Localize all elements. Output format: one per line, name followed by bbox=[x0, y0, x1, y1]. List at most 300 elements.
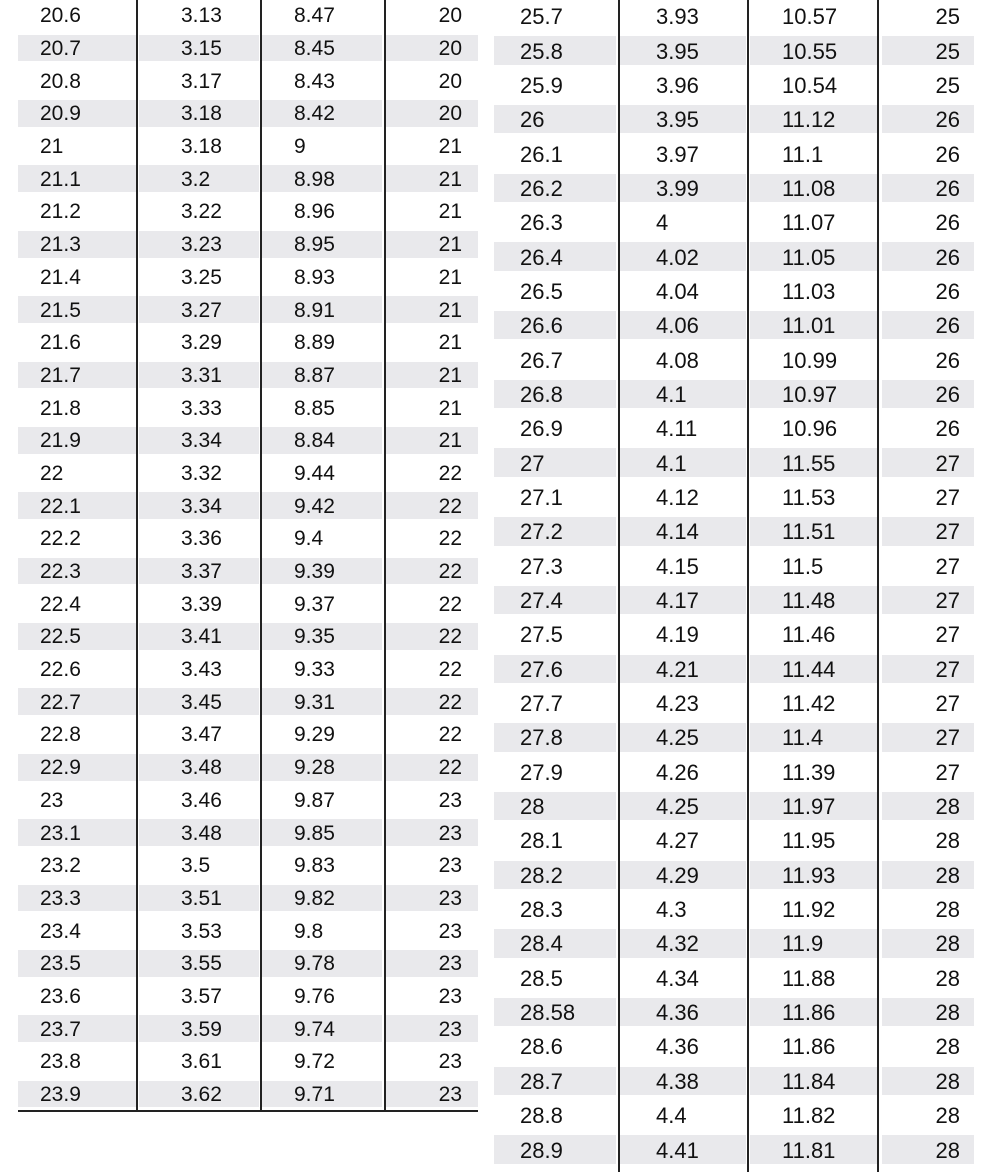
cell-value: 11.46 bbox=[782, 622, 836, 648]
table-cell bbox=[620, 103, 746, 137]
table-cell bbox=[750, 446, 878, 480]
table-cell bbox=[386, 556, 478, 589]
table-cell bbox=[18, 360, 136, 393]
cell-value: 26 bbox=[520, 107, 545, 133]
cell-value: 27 bbox=[935, 691, 960, 717]
cell-value: 3.48 bbox=[181, 821, 222, 845]
cell-value: 27.7 bbox=[520, 691, 563, 717]
cell-value: 9 bbox=[294, 135, 306, 159]
table-cell bbox=[750, 790, 878, 824]
table-cell bbox=[386, 850, 478, 883]
cell-value: 28 bbox=[935, 794, 960, 820]
cell-value: 27.6 bbox=[520, 656, 563, 682]
cell-value: 28.5 bbox=[520, 965, 563, 991]
table-cell bbox=[139, 196, 259, 229]
cell-value: 4.32 bbox=[656, 931, 699, 957]
cell-value: 4.14 bbox=[656, 519, 699, 545]
table-cell bbox=[262, 817, 382, 850]
table-cell bbox=[494, 481, 616, 515]
table-row bbox=[494, 1065, 974, 1099]
cell-value: 3.18 bbox=[181, 135, 222, 159]
left-table bbox=[18, 0, 478, 1111]
cell-value: 3.5 bbox=[181, 854, 211, 878]
table-cell bbox=[139, 654, 259, 687]
table-row bbox=[494, 481, 974, 515]
cell-value: 3.39 bbox=[181, 592, 222, 616]
cell-value: 10.96 bbox=[782, 416, 838, 442]
cell-value: 8.91 bbox=[294, 298, 335, 322]
cell-value: 21.8 bbox=[40, 396, 81, 420]
table-cell bbox=[882, 172, 974, 206]
table-cell bbox=[494, 721, 616, 755]
table-row bbox=[18, 817, 478, 850]
table-cell bbox=[18, 1079, 136, 1112]
table-cell bbox=[18, 817, 136, 850]
table-cell bbox=[882, 584, 974, 618]
table-cell bbox=[494, 687, 616, 721]
cell-value: 25.8 bbox=[520, 38, 563, 64]
cell-value: 26 bbox=[935, 313, 960, 339]
table-cell bbox=[139, 262, 259, 295]
cell-value: 4.27 bbox=[656, 828, 699, 854]
cell-value: 23.2 bbox=[40, 854, 81, 878]
table-cell bbox=[620, 343, 746, 377]
table-cell bbox=[18, 98, 136, 131]
cell-value: 21.4 bbox=[40, 265, 81, 289]
table-cell bbox=[386, 588, 478, 621]
cell-value: 3.46 bbox=[181, 788, 222, 812]
table-cell bbox=[139, 850, 259, 883]
table-cell bbox=[262, 686, 382, 719]
cell-value: 11.93 bbox=[782, 862, 836, 888]
cell-value: 26.3 bbox=[520, 210, 563, 236]
column-divider bbox=[260, 0, 262, 1112]
cell-value: 22 bbox=[438, 527, 462, 551]
cell-value: 11.39 bbox=[782, 759, 836, 785]
table-row bbox=[18, 327, 478, 360]
cell-value: 21.3 bbox=[40, 233, 81, 257]
table-row bbox=[494, 240, 974, 274]
cell-value: 4.08 bbox=[656, 347, 699, 373]
table-row bbox=[494, 687, 974, 721]
cell-value: 23 bbox=[438, 788, 462, 812]
cell-value: 9.85 bbox=[294, 821, 335, 845]
table-cell bbox=[494, 824, 616, 858]
table-cell bbox=[139, 392, 259, 425]
table-cell bbox=[494, 103, 616, 137]
cell-value: 4.1 bbox=[656, 450, 687, 476]
cell-value: 8.47 bbox=[294, 4, 335, 28]
cell-value: 22 bbox=[438, 625, 462, 649]
cell-value: 4.15 bbox=[656, 553, 699, 579]
cell-value: 10.97 bbox=[782, 381, 838, 407]
table-cell bbox=[882, 550, 974, 584]
table-cell bbox=[386, 360, 478, 393]
table-cell bbox=[620, 69, 746, 103]
table-cell bbox=[750, 515, 878, 549]
table-row bbox=[494, 790, 974, 824]
table-cell bbox=[18, 1013, 136, 1046]
table-cell bbox=[262, 163, 382, 196]
cell-value: 21.9 bbox=[40, 429, 81, 453]
cell-value: 9.71 bbox=[294, 1083, 335, 1107]
cell-value: 4.06 bbox=[656, 313, 699, 339]
cell-value: 21 bbox=[438, 429, 462, 453]
table-cell bbox=[139, 588, 259, 621]
table-cell bbox=[139, 523, 259, 556]
cell-value: 22 bbox=[438, 494, 462, 518]
table-cell bbox=[18, 785, 136, 818]
table-cell bbox=[139, 458, 259, 491]
cell-value: 8.89 bbox=[294, 331, 335, 355]
cell-value: 21.2 bbox=[40, 200, 81, 224]
cell-value: 26.7 bbox=[520, 347, 563, 373]
cell-value: 28 bbox=[935, 897, 960, 923]
cell-value: 3.34 bbox=[181, 494, 222, 518]
column-divider bbox=[877, 0, 879, 1172]
cell-value: 9.8 bbox=[294, 919, 324, 943]
table-cell bbox=[750, 584, 878, 618]
table-cell bbox=[18, 556, 136, 589]
cell-value: 3.99 bbox=[656, 175, 699, 201]
cell-value: 3.43 bbox=[181, 658, 222, 682]
table-cell bbox=[620, 378, 746, 412]
table-cell bbox=[494, 550, 616, 584]
cell-value: 20 bbox=[438, 102, 462, 126]
cell-value: 23 bbox=[40, 788, 64, 812]
column-divider bbox=[618, 0, 620, 1172]
table-cell bbox=[494, 584, 616, 618]
cell-value: 11.55 bbox=[782, 450, 836, 476]
table-row bbox=[494, 859, 974, 893]
cell-value: 28.8 bbox=[520, 1103, 563, 1129]
cell-value: 28 bbox=[935, 965, 960, 991]
table-cell bbox=[386, 523, 478, 556]
table-cell bbox=[750, 653, 878, 687]
table-cell bbox=[882, 515, 974, 549]
cell-value: 4.12 bbox=[656, 484, 699, 510]
cell-value: 26 bbox=[935, 210, 960, 236]
table-cell bbox=[620, 481, 746, 515]
table-cell bbox=[262, 65, 382, 98]
cell-value: 4.34 bbox=[656, 965, 699, 991]
cell-value: 9.29 bbox=[294, 723, 335, 747]
table-cell bbox=[494, 412, 616, 446]
cell-value: 22 bbox=[438, 461, 462, 485]
table-cell bbox=[882, 481, 974, 515]
cell-value: 3.93 bbox=[656, 4, 699, 30]
cell-value: 8.98 bbox=[294, 167, 335, 191]
cell-value: 27 bbox=[935, 656, 960, 682]
table-cell bbox=[139, 0, 259, 33]
cell-value: 4.25 bbox=[656, 725, 699, 751]
cell-value: 11.92 bbox=[782, 897, 836, 923]
cell-value: 3.48 bbox=[181, 756, 222, 780]
cell-value: 25.7 bbox=[520, 4, 563, 30]
table-cell bbox=[494, 309, 616, 343]
cell-value: 27.5 bbox=[520, 622, 563, 648]
cell-value: 26 bbox=[935, 381, 960, 407]
table-cell bbox=[18, 458, 136, 491]
table-row bbox=[494, 343, 974, 377]
table-cell bbox=[18, 981, 136, 1014]
table-cell bbox=[386, 425, 478, 458]
table-cell bbox=[620, 1065, 746, 1099]
table-cell bbox=[750, 309, 878, 343]
table-row bbox=[18, 65, 478, 98]
table-row bbox=[494, 0, 974, 34]
cell-value: 22.2 bbox=[40, 527, 81, 551]
table-cell bbox=[139, 1046, 259, 1079]
table-cell bbox=[620, 446, 746, 480]
table-cell bbox=[386, 0, 478, 33]
cell-value: 11.05 bbox=[782, 244, 836, 270]
table-cell bbox=[882, 1030, 974, 1064]
cell-value: 3.45 bbox=[181, 690, 222, 714]
cell-value: 20.6 bbox=[40, 4, 81, 28]
cell-value: 25 bbox=[935, 72, 960, 98]
cell-value: 25 bbox=[935, 4, 960, 30]
cell-value: 26 bbox=[935, 244, 960, 270]
table-cell bbox=[620, 927, 746, 961]
table-cell bbox=[262, 1079, 382, 1112]
table-row bbox=[18, 458, 478, 491]
table-cell bbox=[18, 915, 136, 948]
table-cell bbox=[750, 103, 878, 137]
table-cell bbox=[620, 1030, 746, 1064]
cell-value: 22.3 bbox=[40, 560, 81, 584]
table-cell bbox=[620, 1099, 746, 1133]
table-cell bbox=[262, 915, 382, 948]
table-cell bbox=[262, 360, 382, 393]
cell-value: 11.08 bbox=[782, 175, 836, 201]
table-cell bbox=[882, 309, 974, 343]
cell-value: 20 bbox=[438, 37, 462, 61]
table-cell bbox=[262, 850, 382, 883]
table-row bbox=[18, 654, 478, 687]
cell-value: 20 bbox=[438, 69, 462, 93]
table-row bbox=[494, 550, 974, 584]
table-cell bbox=[750, 996, 878, 1030]
table-bottom-rule bbox=[18, 1110, 478, 1112]
table-cell bbox=[494, 756, 616, 790]
table-row bbox=[18, 1013, 478, 1046]
cell-value: 11.12 bbox=[782, 107, 836, 133]
table-cell bbox=[139, 163, 259, 196]
cell-value: 8.45 bbox=[294, 37, 335, 61]
cell-value: 3.57 bbox=[181, 984, 222, 1008]
table-cell bbox=[386, 1013, 478, 1046]
cell-value: 4.26 bbox=[656, 759, 699, 785]
cell-value: 27 bbox=[935, 450, 960, 476]
cell-value: 23.7 bbox=[40, 1017, 81, 1041]
table-cell bbox=[18, 294, 136, 327]
table-cell bbox=[262, 654, 382, 687]
table-cell bbox=[750, 756, 878, 790]
cell-value: 9.78 bbox=[294, 952, 335, 976]
table-cell bbox=[18, 850, 136, 883]
table-cell bbox=[494, 927, 616, 961]
cell-value: 9.28 bbox=[294, 756, 335, 780]
cell-value: 28 bbox=[935, 1103, 960, 1129]
cell-value: 8.84 bbox=[294, 429, 335, 453]
cell-value: 26 bbox=[935, 278, 960, 304]
right-table-body bbox=[494, 0, 974, 1168]
cell-value: 26.1 bbox=[520, 141, 563, 167]
table-cell bbox=[620, 687, 746, 721]
cell-value: 3.34 bbox=[181, 429, 222, 453]
table-cell bbox=[494, 0, 616, 34]
table-row bbox=[494, 34, 974, 68]
table-cell bbox=[750, 962, 878, 996]
cell-value: 3.41 bbox=[181, 625, 222, 649]
table-cell bbox=[139, 98, 259, 131]
table-cell bbox=[18, 621, 136, 654]
cell-value: 26.6 bbox=[520, 313, 563, 339]
cell-value: 26.2 bbox=[520, 175, 563, 201]
cell-value: 21.7 bbox=[40, 363, 81, 387]
table-cell bbox=[750, 172, 878, 206]
cell-value: 11.07 bbox=[782, 210, 836, 236]
cell-value: 28.7 bbox=[520, 1068, 563, 1094]
table-row bbox=[494, 137, 974, 171]
cell-value: 22.9 bbox=[40, 756, 81, 780]
table-cell bbox=[494, 240, 616, 274]
cell-value: 4.19 bbox=[656, 622, 699, 648]
table-cell bbox=[494, 653, 616, 687]
table-row bbox=[18, 196, 478, 229]
table-row bbox=[18, 294, 478, 327]
cell-value: 22.7 bbox=[40, 690, 81, 714]
table-row bbox=[494, 309, 974, 343]
table-row bbox=[18, 785, 478, 818]
cell-value: 22 bbox=[438, 592, 462, 616]
cell-value: 3.29 bbox=[181, 331, 222, 355]
table-cell bbox=[139, 425, 259, 458]
cell-value: 4.02 bbox=[656, 244, 699, 270]
cell-value: 22 bbox=[438, 658, 462, 682]
table-row bbox=[18, 686, 478, 719]
table-cell bbox=[494, 137, 616, 171]
cell-value: 27 bbox=[935, 622, 960, 648]
table-cell bbox=[750, 378, 878, 412]
cell-value: 26 bbox=[935, 347, 960, 373]
table-cell bbox=[18, 883, 136, 916]
table-cell bbox=[494, 859, 616, 893]
table-row bbox=[494, 962, 974, 996]
cell-value: 23 bbox=[438, 821, 462, 845]
cell-value: 23 bbox=[438, 1083, 462, 1107]
cell-value: 21 bbox=[438, 363, 462, 387]
cell-value: 11.1 bbox=[782, 141, 824, 167]
table-cell bbox=[494, 893, 616, 927]
table-cell bbox=[262, 588, 382, 621]
table-cell bbox=[262, 327, 382, 360]
table-cell bbox=[262, 294, 382, 327]
table-cell bbox=[750, 240, 878, 274]
cell-value: 3.36 bbox=[181, 527, 222, 551]
table-cell bbox=[882, 1099, 974, 1133]
table-row bbox=[18, 0, 478, 33]
cell-value: 9.35 bbox=[294, 625, 335, 649]
table-row bbox=[18, 850, 478, 883]
cell-value: 4.41 bbox=[656, 1137, 699, 1163]
cell-value: 3.62 bbox=[181, 1083, 222, 1107]
table-cell bbox=[386, 1079, 478, 1112]
table-cell bbox=[620, 893, 746, 927]
cell-value: 23.6 bbox=[40, 984, 81, 1008]
cell-value: 11.86 bbox=[782, 1034, 836, 1060]
table-cell bbox=[750, 69, 878, 103]
cell-value: 11.82 bbox=[782, 1103, 836, 1129]
table-cell bbox=[494, 34, 616, 68]
table-cell bbox=[386, 654, 478, 687]
table-cell bbox=[18, 65, 136, 98]
cell-value: 23.1 bbox=[40, 821, 81, 845]
table-cell bbox=[139, 294, 259, 327]
table-cell bbox=[882, 206, 974, 240]
table-row bbox=[494, 996, 974, 1030]
table-cell bbox=[386, 883, 478, 916]
table-cell bbox=[18, 1046, 136, 1079]
table-cell bbox=[750, 927, 878, 961]
table-cell bbox=[750, 275, 878, 309]
table-row bbox=[18, 523, 478, 556]
table-cell bbox=[882, 618, 974, 652]
table-cell bbox=[882, 378, 974, 412]
cell-value: 27.1 bbox=[520, 484, 563, 510]
table-cell bbox=[262, 458, 382, 491]
table-cell bbox=[18, 654, 136, 687]
cell-value: 21.5 bbox=[40, 298, 81, 322]
table-cell bbox=[139, 131, 259, 164]
table-cell bbox=[386, 981, 478, 1014]
cell-value: 11.48 bbox=[782, 588, 836, 614]
cell-value: 9.39 bbox=[294, 560, 335, 584]
cell-value: 27.4 bbox=[520, 588, 563, 614]
cell-value: 9.37 bbox=[294, 592, 335, 616]
table-row bbox=[494, 172, 974, 206]
table-cell bbox=[882, 962, 974, 996]
table-cell bbox=[262, 262, 382, 295]
cell-value: 26 bbox=[935, 175, 960, 201]
table-cell bbox=[620, 996, 746, 1030]
cell-value: 28 bbox=[935, 1068, 960, 1094]
cell-value: 27 bbox=[935, 725, 960, 751]
table-row bbox=[494, 446, 974, 480]
cell-value: 23 bbox=[438, 919, 462, 943]
cell-value: 3.95 bbox=[656, 38, 699, 64]
cell-value: 27.9 bbox=[520, 759, 563, 785]
cell-value: 3.33 bbox=[181, 396, 222, 420]
cell-value: 25 bbox=[935, 38, 960, 64]
table-cell bbox=[18, 948, 136, 981]
table-row bbox=[494, 756, 974, 790]
table-cell bbox=[494, 378, 616, 412]
table-cell bbox=[139, 1079, 259, 1112]
cell-value: 11.86 bbox=[782, 1000, 836, 1026]
cell-value: 23 bbox=[438, 1050, 462, 1074]
cell-value: 26 bbox=[935, 107, 960, 133]
table-cell bbox=[750, 721, 878, 755]
table-cell bbox=[18, 229, 136, 262]
cell-value: 22 bbox=[40, 461, 64, 485]
cell-value: 23.9 bbox=[40, 1083, 81, 1107]
column-divider bbox=[136, 0, 138, 1112]
table-cell bbox=[262, 948, 382, 981]
cell-value: 20.7 bbox=[40, 37, 81, 61]
cell-value: 11.53 bbox=[782, 484, 836, 510]
